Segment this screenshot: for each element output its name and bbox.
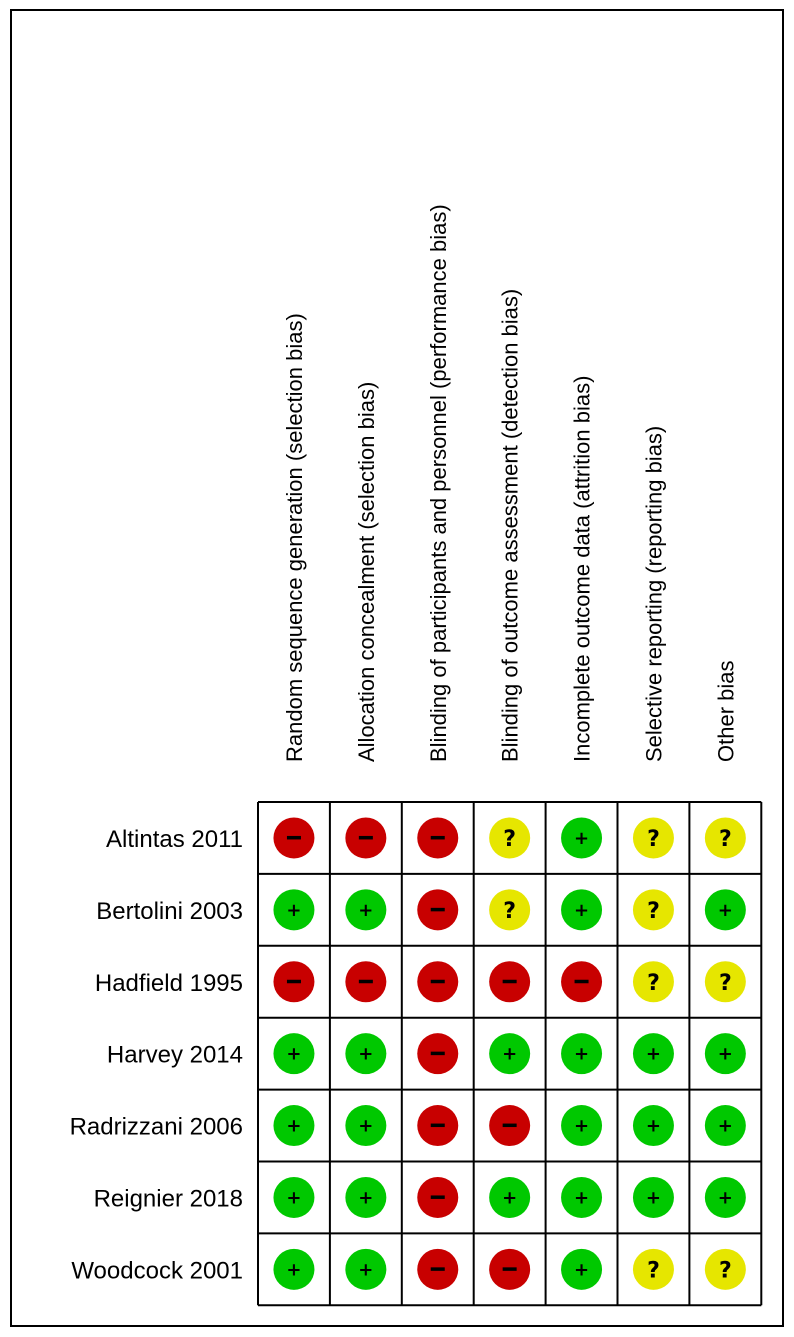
study-label: Radrizzani 2006 bbox=[69, 1113, 243, 1141]
study-label: Hadfield 1995 bbox=[94, 969, 243, 997]
question-symbol: ? bbox=[718, 1258, 732, 1284]
minus-symbol bbox=[431, 1267, 445, 1271]
minus-symbol bbox=[359, 836, 373, 840]
plus-symbol: + bbox=[645, 1043, 661, 1065]
plus-symbol: + bbox=[574, 1115, 590, 1137]
column-header: Selective reporting (reporting bias) bbox=[641, 425, 667, 762]
question-symbol: ? bbox=[718, 826, 732, 852]
plus-symbol: + bbox=[286, 1259, 302, 1281]
plus-symbol: + bbox=[286, 1115, 302, 1137]
plus-symbol: + bbox=[717, 1115, 733, 1137]
plus-symbol: + bbox=[286, 1043, 302, 1065]
minus-symbol bbox=[431, 908, 445, 912]
minus-symbol bbox=[431, 1124, 445, 1128]
plus-symbol: + bbox=[717, 1187, 733, 1209]
plus-symbol: + bbox=[502, 1187, 518, 1209]
plus-symbol: + bbox=[574, 1043, 590, 1065]
plus-symbol: + bbox=[358, 899, 374, 921]
minus-symbol bbox=[503, 1124, 517, 1128]
plus-symbol: + bbox=[358, 1187, 374, 1209]
question-symbol: ? bbox=[647, 826, 660, 852]
minus-symbol bbox=[431, 836, 445, 840]
question-symbol: ? bbox=[647, 970, 660, 996]
column-header: Other bias bbox=[713, 660, 739, 762]
column-header: Allocation concealment (selection bias) bbox=[353, 381, 379, 762]
plus-symbol: + bbox=[645, 1115, 661, 1137]
study-label: Altintas 2011 bbox=[106, 825, 243, 853]
plus-symbol: + bbox=[574, 899, 590, 921]
question-symbol: ? bbox=[647, 898, 660, 924]
plus-symbol: + bbox=[645, 1187, 661, 1209]
column-header: Incomplete outcome data (attrition bias) bbox=[569, 375, 595, 762]
plus-symbol: + bbox=[358, 1259, 374, 1281]
minus-symbol bbox=[503, 980, 517, 984]
column-header: Blinding of outcome assessment (detection bias) bbox=[497, 288, 523, 762]
minus-symbol bbox=[431, 1052, 445, 1056]
column-header: Blinding of participants and personnel (performance bias) bbox=[425, 204, 451, 762]
question-symbol: ? bbox=[503, 898, 517, 924]
study-label: Bertolini 2003 bbox=[96, 897, 243, 925]
minus-symbol bbox=[287, 980, 301, 984]
minus-symbol bbox=[431, 980, 445, 984]
minus-symbol bbox=[575, 980, 589, 984]
study-label: Harvey 2014 bbox=[106, 1041, 243, 1069]
question-symbol: ? bbox=[718, 970, 732, 996]
plus-symbol: + bbox=[286, 899, 302, 921]
plus-symbol: + bbox=[358, 1043, 374, 1065]
study-label: Woodcock 2001 bbox=[71, 1257, 243, 1285]
minus-symbol bbox=[287, 836, 301, 840]
question-symbol: ? bbox=[647, 1258, 660, 1284]
study-label: Reignier 2018 bbox=[93, 1185, 243, 1213]
plus-symbol: + bbox=[717, 899, 733, 921]
plus-symbol: + bbox=[286, 1187, 302, 1209]
plus-symbol: + bbox=[574, 827, 590, 849]
plus-symbol: + bbox=[574, 1187, 590, 1209]
minus-symbol bbox=[431, 1195, 445, 1199]
minus-symbol bbox=[503, 1267, 517, 1271]
plus-symbol: + bbox=[574, 1259, 590, 1281]
plus-symbol: + bbox=[358, 1115, 374, 1137]
column-header: Random sequence generation (selection bias) bbox=[281, 313, 307, 762]
question-symbol: ? bbox=[503, 826, 517, 852]
plus-symbol: + bbox=[502, 1043, 518, 1065]
minus-symbol bbox=[359, 980, 373, 984]
plus-symbol: + bbox=[717, 1043, 733, 1065]
